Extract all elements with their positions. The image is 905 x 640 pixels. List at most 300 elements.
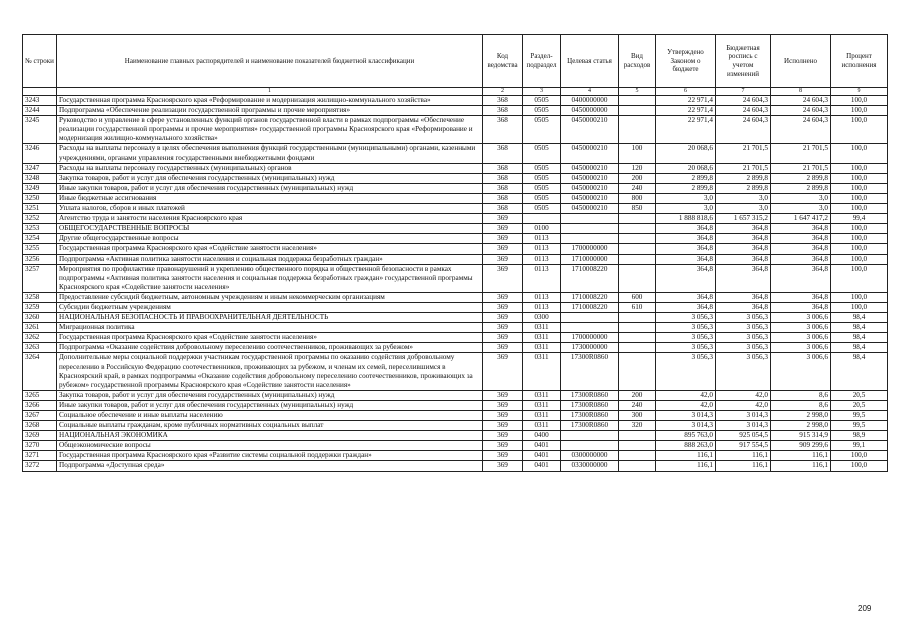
row-name: Другие общегосударственные вопросы <box>57 234 483 244</box>
row-expense-type: 850 <box>619 204 656 214</box>
table-row <box>23 302 888 312</box>
row-target-article: 1710008220 <box>561 302 619 312</box>
row-name: Закупка товаров, работ и услуг для обеспечения государственных (муниципальных) нужд <box>57 173 483 183</box>
row-dept-code: 369 <box>483 292 523 302</box>
row-number: 3251 <box>23 204 57 214</box>
table-row <box>23 173 888 183</box>
row-planned: 21 701,5 <box>716 163 771 173</box>
row-approved: 1 888 818,6 <box>656 214 716 224</box>
row-number: 3260 <box>23 313 57 323</box>
row-executed: 364,8 <box>771 224 831 234</box>
row-expense-type <box>619 333 656 343</box>
row-approved: 22 971,4 <box>656 96 716 106</box>
row-planned: 42,0 <box>716 390 771 400</box>
row-executed: 1 647 417,2 <box>771 214 831 224</box>
row-name: Общеэкономические вопросы <box>57 441 483 451</box>
row-planned: 3 014,3 <box>716 421 771 431</box>
row-section: 0300 <box>523 313 561 323</box>
column-number: 3 <box>523 88 561 96</box>
row-dept-code: 369 <box>483 400 523 410</box>
column-number <box>23 88 57 96</box>
table-body <box>23 96 888 472</box>
table-row <box>23 353 888 390</box>
row-executed: 364,8 <box>771 244 831 254</box>
row-name: Миграционная политика <box>57 323 483 333</box>
row-expense-type: 200 <box>619 390 656 400</box>
row-section <box>523 214 561 224</box>
row-percent: 20,5 <box>831 390 888 400</box>
row-approved: 116,1 <box>656 461 716 471</box>
column-number-row <box>23 88 888 96</box>
row-dept-code: 369 <box>483 461 523 471</box>
row-number: 3265 <box>23 390 57 400</box>
row-number: 3257 <box>23 264 57 292</box>
row-planned: 917 554,5 <box>716 441 771 451</box>
row-percent: 98,4 <box>831 343 888 353</box>
row-percent: 100,0 <box>831 292 888 302</box>
row-expense-type: 240 <box>619 400 656 410</box>
row-name: Государственная программа Красноярского края «Содействие занятости населения» <box>57 244 483 254</box>
header-name: Наименование главных распорядителей и наименование показателей бюджетной классификации <box>57 35 483 88</box>
row-planned: 2 899,8 <box>716 183 771 193</box>
row-section: 0505 <box>523 183 561 193</box>
row-dept-code: 369 <box>483 264 523 292</box>
header-row-number: № строки <box>23 35 57 88</box>
table-row <box>23 461 888 471</box>
table-row <box>23 254 888 264</box>
row-expense-type: 120 <box>619 163 656 173</box>
row-number: 3267 <box>23 411 57 421</box>
row-executed: 364,8 <box>771 264 831 292</box>
row-number: 3266 <box>23 400 57 410</box>
row-percent: 100,0 <box>831 244 888 254</box>
row-number: 3256 <box>23 254 57 264</box>
row-section: 0505 <box>523 193 561 203</box>
row-approved: 895 763,0 <box>656 431 716 441</box>
column-number: 8 <box>771 88 831 96</box>
row-executed: 3 006,6 <box>771 333 831 343</box>
row-section: 0113 <box>523 302 561 312</box>
row-approved: 3,0 <box>656 193 716 203</box>
row-name: НАЦИОНАЛЬНАЯ БЕЗОПАСНОСТЬ И ПРАВООХРАНИТЕЛЬНАЯ ДЕЯТЕЛЬНОСТЬ <box>57 313 483 323</box>
row-expense-type: 610 <box>619 302 656 312</box>
row-planned: 364,8 <box>716 302 771 312</box>
table-row <box>23 224 888 234</box>
column-number: 6 <box>656 88 716 96</box>
row-percent: 100,0 <box>831 461 888 471</box>
row-approved: 22 971,4 <box>656 106 716 116</box>
table-row <box>23 333 888 343</box>
row-target-article: 0450000210 <box>561 183 619 193</box>
row-executed: 3 006,6 <box>771 323 831 333</box>
row-section: 0505 <box>523 96 561 106</box>
table-row <box>23 183 888 193</box>
row-dept-code: 368 <box>483 193 523 203</box>
row-section: 0505 <box>523 144 561 163</box>
row-section: 0505 <box>523 116 561 144</box>
row-section: 0113 <box>523 292 561 302</box>
row-name: Иные закупки товаров, работ и услуг для обеспечения государственных (муниципальных) нужд <box>57 400 483 410</box>
table-row <box>23 106 888 116</box>
row-dept-code: 369 <box>483 302 523 312</box>
row-approved: 3 056,3 <box>656 353 716 390</box>
row-executed: 21 701,5 <box>771 163 831 173</box>
row-dept-code: 369 <box>483 451 523 461</box>
table-row <box>23 451 888 461</box>
row-section: 0505 <box>523 163 561 173</box>
row-planned: 364,8 <box>716 224 771 234</box>
row-target-article: 1710008220 <box>561 264 619 292</box>
row-name: НАЦИОНАЛЬНАЯ ЭКОНОМИКА <box>57 431 483 441</box>
row-dept-code: 369 <box>483 441 523 451</box>
row-name: Государственная программа Красноярского края «Реформирование и модернизация жилищно-коммунального хозяйства» <box>57 96 483 106</box>
row-expense-type: 600 <box>619 292 656 302</box>
row-planned: 364,8 <box>716 244 771 254</box>
row-number: 3243 <box>23 96 57 106</box>
row-name: Уплата налогов, сборов и иных платежей <box>57 204 483 214</box>
row-executed: 2 998,0 <box>771 411 831 421</box>
row-number: 3247 <box>23 163 57 173</box>
row-dept-code: 369 <box>483 421 523 431</box>
row-approved: 20 068,6 <box>656 144 716 163</box>
row-expense-type <box>619 353 656 390</box>
row-name: Подпрограмма «Обеспечение реализации государственной программы и прочие мероприятия» <box>57 106 483 116</box>
row-planned: 3 014,3 <box>716 411 771 421</box>
column-number: 2 <box>483 88 523 96</box>
row-expense-type <box>619 461 656 471</box>
row-planned: 24 604,3 <box>716 96 771 106</box>
row-expense-type <box>619 96 656 106</box>
row-number: 3245 <box>23 116 57 144</box>
row-executed: 8,6 <box>771 400 831 410</box>
header-target-article: Целевая статья <box>561 35 619 88</box>
row-dept-code: 369 <box>483 390 523 400</box>
row-section: 0505 <box>523 106 561 116</box>
row-name: Государственная программа Красноярского края «Содействие занятости населения» <box>57 333 483 343</box>
page-number: 209 <box>858 604 872 613</box>
header-section: Раздел-подраздел <box>523 35 561 88</box>
table-row <box>23 292 888 302</box>
row-dept-code: 369 <box>483 343 523 353</box>
row-expense-type <box>619 116 656 144</box>
row-percent: 100,0 <box>831 451 888 461</box>
row-target-article <box>561 313 619 323</box>
row-expense-type <box>619 234 656 244</box>
row-name: Подпрограмма «Доступная среда» <box>57 461 483 471</box>
row-expense-type: 240 <box>619 183 656 193</box>
row-number: 3253 <box>23 224 57 234</box>
row-section: 0401 <box>523 451 561 461</box>
row-approved: 364,8 <box>656 234 716 244</box>
row-dept-code: 369 <box>483 431 523 441</box>
row-name: Расходы на выплаты персоналу в целях обеспечения выполнения функций государственными (муниципальными) органами, казенными учреждениями, органами управления государственными внебюджетными фондами <box>57 144 483 163</box>
row-percent: 98,4 <box>831 313 888 323</box>
row-number: 3269 <box>23 431 57 441</box>
row-percent: 100,0 <box>831 234 888 244</box>
row-dept-code: 369 <box>483 224 523 234</box>
row-executed: 3 006,6 <box>771 353 831 390</box>
table-row <box>23 234 888 244</box>
row-name: Предоставление субсидий бюджетным, автономным учреждениям и иным некоммерческим организациям <box>57 292 483 302</box>
row-section: 0113 <box>523 234 561 244</box>
row-percent: 100,0 <box>831 144 888 163</box>
row-name: Расходы на выплаты персоналу государственных (муниципальных) органов <box>57 163 483 173</box>
row-planned: 364,8 <box>716 292 771 302</box>
row-approved: 22 971,4 <box>656 116 716 144</box>
row-target-article: 0450000210 <box>561 144 619 163</box>
table-row <box>23 204 888 214</box>
row-number: 3244 <box>23 106 57 116</box>
row-percent: 100,0 <box>831 163 888 173</box>
row-number: 3250 <box>23 193 57 203</box>
row-number: 3252 <box>23 214 57 224</box>
row-planned: 364,8 <box>716 264 771 292</box>
row-expense-type: 320 <box>619 421 656 431</box>
table-row <box>23 400 888 410</box>
row-expense-type: 200 <box>619 173 656 183</box>
row-expense-type: 300 <box>619 411 656 421</box>
column-number: 9 <box>831 88 888 96</box>
row-percent: 100,0 <box>831 173 888 183</box>
row-percent: 100,0 <box>831 224 888 234</box>
row-planned: 925 054,5 <box>716 431 771 441</box>
row-number: 3268 <box>23 421 57 431</box>
header-approved: Утверждено Законом о бюджете <box>656 35 716 88</box>
row-target-article: 0300000000 <box>561 451 619 461</box>
row-executed: 116,1 <box>771 461 831 471</box>
table-row <box>23 264 888 292</box>
header-dept-code: Код ведомства <box>483 35 523 88</box>
row-planned: 364,8 <box>716 254 771 264</box>
row-section: 0401 <box>523 461 561 471</box>
table-row <box>23 411 888 421</box>
row-executed: 3 006,6 <box>771 343 831 353</box>
row-dept-code: 369 <box>483 411 523 421</box>
row-planned: 3 056,3 <box>716 333 771 343</box>
row-percent: 100,0 <box>831 204 888 214</box>
row-percent: 98,4 <box>831 323 888 333</box>
row-planned: 116,1 <box>716 451 771 461</box>
row-section: 0505 <box>523 204 561 214</box>
row-section: 0311 <box>523 353 561 390</box>
row-number: 3255 <box>23 244 57 254</box>
row-executed: 24 604,3 <box>771 96 831 106</box>
row-dept-code: 368 <box>483 183 523 193</box>
budget-execution-table <box>22 34 888 472</box>
row-dept-code: 369 <box>483 323 523 333</box>
row-target-article: 0400000000 <box>561 96 619 106</box>
row-expense-type <box>619 254 656 264</box>
row-planned: 3,0 <box>716 193 771 203</box>
table-row <box>23 323 888 333</box>
row-section: 0311 <box>523 343 561 353</box>
row-executed: 116,1 <box>771 451 831 461</box>
row-target-article: 0450000210 <box>561 204 619 214</box>
row-approved: 42,0 <box>656 400 716 410</box>
row-section: 0401 <box>523 441 561 451</box>
table-row <box>23 441 888 451</box>
row-expense-type <box>619 343 656 353</box>
table-row <box>23 431 888 441</box>
row-number: 3258 <box>23 292 57 302</box>
row-target-article: 1700000000 <box>561 244 619 254</box>
row-dept-code: 369 <box>483 333 523 343</box>
row-planned: 3 056,3 <box>716 313 771 323</box>
row-planned: 24 604,3 <box>716 116 771 144</box>
row-section: 0113 <box>523 254 561 264</box>
row-section: 0400 <box>523 431 561 441</box>
row-target-article: 0450000210 <box>561 193 619 203</box>
row-executed: 24 604,3 <box>771 116 831 144</box>
row-approved: 364,8 <box>656 224 716 234</box>
row-percent: 20,5 <box>831 400 888 410</box>
row-executed: 3,0 <box>771 193 831 203</box>
row-executed: 3 006,6 <box>771 313 831 323</box>
row-target-article: 17300R0860 <box>561 400 619 410</box>
row-dept-code: 368 <box>483 106 523 116</box>
table-row <box>23 96 888 106</box>
table-row <box>23 343 888 353</box>
table-row <box>23 144 888 163</box>
row-name: Дополнительные меры социальной поддержки участникам государственной программы по оказанию содействия добровольному переселению в Российскую Федерацию соотечественников, проживающих за рубежом, и членам их семей, переселившимся в Красноярский край, в рамках подпрограммы «Оказание содействия добровольному переселению соотечественников, проживающих за рубежом» государственной программы Красноярского края «Содействие занятости населения» <box>57 353 483 390</box>
row-expense-type <box>619 441 656 451</box>
row-approved: 20 068,6 <box>656 163 716 173</box>
table-row <box>23 421 888 431</box>
row-executed: 915 314,9 <box>771 431 831 441</box>
row-target-article: 1710008220 <box>561 292 619 302</box>
table-row <box>23 193 888 203</box>
column-number: 1 <box>57 88 483 96</box>
row-name: Социальные выплаты гражданам, кроме публичных нормативных социальных выплат <box>57 421 483 431</box>
row-planned: 2 899,8 <box>716 173 771 183</box>
row-approved: 3 056,3 <box>656 313 716 323</box>
row-percent: 98,4 <box>831 353 888 390</box>
row-dept-code: 369 <box>483 353 523 390</box>
row-dept-code: 368 <box>483 96 523 106</box>
row-number: 3271 <box>23 451 57 461</box>
row-name: Мероприятия по профилактике правонарушений и укреплению общественного порядка и общественной безопасности в рамках подпрограммы «Активная политика занятости населения и социальная поддержка безработных граждан» государственной программы Красноярского края «Содействие занятости населения» <box>57 264 483 292</box>
row-approved: 2 899,8 <box>656 173 716 183</box>
row-approved: 364,8 <box>656 292 716 302</box>
row-planned: 116,1 <box>716 461 771 471</box>
row-number: 3246 <box>23 144 57 163</box>
row-target-article: 0330000000 <box>561 461 619 471</box>
row-number: 3248 <box>23 173 57 183</box>
row-approved: 116,1 <box>656 451 716 461</box>
row-percent: 98,4 <box>831 333 888 343</box>
table-header-row <box>23 35 888 88</box>
row-percent: 100,0 <box>831 183 888 193</box>
row-name: Иные бюджетные ассигнования <box>57 193 483 203</box>
row-dept-code: 369 <box>483 214 523 224</box>
row-approved: 364,8 <box>656 244 716 254</box>
table-row <box>23 116 888 144</box>
row-name: Подпрограмма «Активная политика занятости населения и социальная поддержка безработных граждан» <box>57 254 483 264</box>
row-expense-type <box>619 106 656 116</box>
header-percent: Процент исполнения <box>831 35 888 88</box>
row-dept-code: 368 <box>483 116 523 144</box>
row-approved: 888 263,0 <box>656 441 716 451</box>
row-expense-type <box>619 323 656 333</box>
row-number: 3272 <box>23 461 57 471</box>
row-target-article <box>561 441 619 451</box>
row-percent: 100,0 <box>831 116 888 144</box>
row-executed: 364,8 <box>771 302 831 312</box>
row-percent: 100,0 <box>831 96 888 106</box>
row-expense-type: 800 <box>619 193 656 203</box>
table-row <box>23 244 888 254</box>
row-planned: 1 657 315,2 <box>716 214 771 224</box>
row-number: 3259 <box>23 302 57 312</box>
row-expense-type <box>619 451 656 461</box>
row-section: 0311 <box>523 390 561 400</box>
row-section: 0113 <box>523 244 561 254</box>
row-section: 0311 <box>523 421 561 431</box>
row-executed: 21 701,5 <box>771 144 831 163</box>
row-name: Государственная программа Красноярского края «Развитие системы социальной поддержки граждан» <box>57 451 483 461</box>
row-dept-code: 369 <box>483 313 523 323</box>
row-name: ОБЩЕГОСУДАРСТВЕННЫЕ ВОПРОСЫ <box>57 224 483 234</box>
row-expense-type <box>619 264 656 292</box>
row-section: 0311 <box>523 323 561 333</box>
row-number: 3270 <box>23 441 57 451</box>
row-dept-code: 368 <box>483 173 523 183</box>
row-planned: 42,0 <box>716 400 771 410</box>
row-section: 0311 <box>523 411 561 421</box>
row-number: 3249 <box>23 183 57 193</box>
row-expense-type: 100 <box>619 144 656 163</box>
row-approved: 364,8 <box>656 264 716 292</box>
row-approved: 3 014,3 <box>656 421 716 431</box>
row-section: 0505 <box>523 173 561 183</box>
row-expense-type <box>619 431 656 441</box>
row-number: 3262 <box>23 333 57 343</box>
row-approved: 364,8 <box>656 254 716 264</box>
row-executed: 3,0 <box>771 204 831 214</box>
row-dept-code: 369 <box>483 234 523 244</box>
row-approved: 42,0 <box>656 390 716 400</box>
row-target-article: 1730000000 <box>561 343 619 353</box>
row-percent: 99,4 <box>831 214 888 224</box>
row-expense-type <box>619 313 656 323</box>
row-planned: 3 056,3 <box>716 343 771 353</box>
row-target-article: 0450000210 <box>561 116 619 144</box>
row-planned: 21 701,5 <box>716 144 771 163</box>
row-approved: 364,8 <box>656 302 716 312</box>
row-executed: 2 899,8 <box>771 183 831 193</box>
row-target-article: 1700000000 <box>561 333 619 343</box>
row-section: 0113 <box>523 264 561 292</box>
row-percent: 99,5 <box>831 411 888 421</box>
row-dept-code: 368 <box>483 204 523 214</box>
row-planned: 3 056,3 <box>716 353 771 390</box>
row-target-article: 0450000000 <box>561 106 619 116</box>
header-executed: Исполнено <box>771 35 831 88</box>
row-target-article: 17300R0860 <box>561 353 619 390</box>
row-section: 0311 <box>523 400 561 410</box>
row-name: Иные закупки товаров, работ и услуг для обеспечения государственных (муниципальных) нужд <box>57 183 483 193</box>
row-target-article: 17300R0860 <box>561 421 619 431</box>
row-target-article: 0450000210 <box>561 163 619 173</box>
row-executed: 364,8 <box>771 292 831 302</box>
row-number: 3264 <box>23 353 57 390</box>
row-executed: 909 299,6 <box>771 441 831 451</box>
row-percent: 99,5 <box>831 421 888 431</box>
header-planned: Бюджетная роспись с учетом изменений <box>716 35 771 88</box>
table-row <box>23 313 888 323</box>
row-executed: 2 899,8 <box>771 173 831 183</box>
row-percent: 100,0 <box>831 302 888 312</box>
